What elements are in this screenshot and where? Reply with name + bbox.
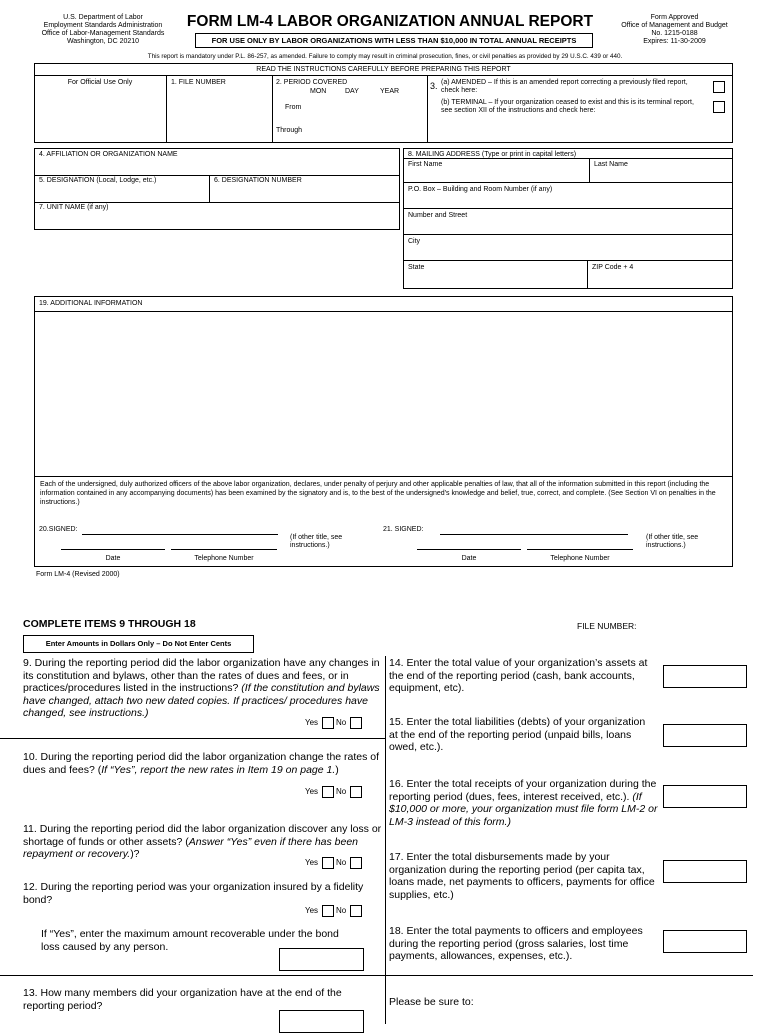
agency-line: Washington, DC 20210 <box>66 38 140 45</box>
po-box-label: P.O. Box – Building and Room Number (if any) <box>408 186 553 193</box>
q10-yes-label: Yes <box>305 787 319 796</box>
omb-line: Form Approved <box>650 14 699 21</box>
question-11-text: 11. During the reporting period did the labor organization discover any loss or shortage of funds or other assets? ( <box>23 823 382 848</box>
first-name-label: First Name <box>408 161 443 168</box>
question-17 <box>389 851 659 901</box>
form-revision: Form LM-4 (Revised 2000) <box>36 571 120 578</box>
date-label-20: Date <box>105 555 121 562</box>
date-line-20[interactable] <box>61 549 165 550</box>
question-14: 14. Enter the total value of your organization’s assets at the end of the reporting period (cash, bank accounts, equipment, etc). <box>389 657 648 694</box>
question-9-note: (If the constitution and bylaws have changed, attach two new dated copies. If practices/ procedures have changed, see instructions.) <box>23 682 380 719</box>
question-17-text: 17. Enter the total disbursements made by your organization during the reporting period ( <box>389 851 610 876</box>
question-18 <box>389 925 659 963</box>
question-10-end: ) <box>335 763 339 776</box>
period-mon: MON <box>310 88 327 95</box>
question-10-note: If “Yes”, report the new rates in Item 19 on page 1. <box>101 763 336 776</box>
mailing-address-label: 8. MAILING ADDRESS (Type or print in capital letters) <box>408 151 577 158</box>
question-11 <box>23 823 383 861</box>
omb-block <box>612 14 737 46</box>
signed-21-label: 21. SIGNED: <box>383 526 424 533</box>
q9-no-label: No <box>336 718 347 727</box>
question-9-text: 9. During the reporting period did the labor organization have any changes in its constitution and bylaws, other than the rates of dues and fees, or in practices/procedures listed in the instructions? <box>23 657 380 694</box>
q11-yes-checkbox[interactable] <box>322 857 334 869</box>
omb-line: Expires: 11-30-2009 <box>643 38 706 45</box>
question-16-note: (If $10,000 or more, your organization must file form LM-2 or LM-3 instead of this form.) <box>389 790 658 828</box>
q12-yes-label: Yes <box>305 906 319 915</box>
organization-box <box>34 148 400 230</box>
question-16 <box>389 778 659 828</box>
question-12: 12. During the reporting period was your organization insured by a fidelity bond? <box>23 881 364 906</box>
state-label: State <box>408 264 425 271</box>
question-12-sub: If “Yes”, enter the maximum amount recoverable under the bond loss caused by any person. <box>41 928 339 953</box>
question-18-note: gross salaries, lost time payments, allowances, expenses, etc. <box>389 937 629 962</box>
period-day: DAY <box>345 88 359 95</box>
q11-yes-label: Yes <box>305 858 319 867</box>
q9-yes-checkbox[interactable] <box>322 717 334 729</box>
q12-amount-field[interactable] <box>279 948 364 971</box>
question-9 <box>23 657 383 720</box>
agency-line: Office of Labor-Management Standards <box>41 30 165 37</box>
signature-line-21[interactable] <box>440 534 628 535</box>
item3-number: 3. <box>430 81 438 91</box>
page2-file-number: FILE NUMBER: <box>577 621 637 631</box>
other-title-20: (If other title, see instructions.) <box>290 534 343 549</box>
q17-disbursements-field[interactable] <box>663 860 747 883</box>
q12-yes-checkbox[interactable] <box>322 905 334 917</box>
designation-label: 5. DESIGNATION (Local, Lodge, etc.) <box>39 177 157 184</box>
q18-payments-field[interactable] <box>663 930 747 953</box>
question-17-end: ) <box>450 888 454 901</box>
city-label: City <box>408 238 421 245</box>
official-use-label: For Official Use Only <box>67 79 133 86</box>
q9-no-checkbox[interactable] <box>350 717 362 729</box>
q16-receipts-field[interactable] <box>663 785 747 808</box>
omb-line: No. 1215-0188 <box>651 30 698 37</box>
question-17-note: per capita tax, loans made, net payments to officers, payments for office supplies, etc. <box>389 863 655 901</box>
agency-block <box>28 14 178 46</box>
certification-text: Each of the undersigned, duly authorized officers of the above labor organization, declares, under penalty of perjury and other applicable penalties of law, that all of the information submitted in this report (including the information contained in any accompanying documents) has been examined by the signatory and is, to the best of the undersigned's knowledge and belief, true, correct, and complete. (See Section VI on penalties in the instructions.) <box>40 481 716 506</box>
signed-20-label: 20.SIGNED: <box>39 526 78 533</box>
zip-label: ZIP Code + 4 <box>592 264 634 271</box>
period-from: From <box>285 104 302 111</box>
amended-label: (a) AMENDED – If this is an amended report correcting a previously filed report, check here: <box>441 79 688 94</box>
q13-members-field[interactable] <box>279 1010 364 1033</box>
period-covered-label: 2. PERIOD COVERED <box>276 79 348 86</box>
agency-line: Employment Standards Administration <box>43 22 163 29</box>
instructions-banner: READ THE INSTRUCTIONS CAREFULLY BEFORE PREPARING THIS REPORT <box>256 66 511 73</box>
question-18-text: 18. Enter the total payments to officers and employees during the reporting period ( <box>389 925 643 950</box>
please-be-sure: Please be sure to: <box>389 996 474 1008</box>
question-10 <box>23 751 383 776</box>
q11-no-checkbox[interactable] <box>350 857 362 869</box>
terminal-label: (b) TERMINAL – If your organization ceased to exist and this is its terminal report, see section XII of the instructions and check here: <box>441 99 694 114</box>
column-divider <box>385 656 386 1024</box>
phone-line-20[interactable] <box>171 549 277 550</box>
period-year: YEAR <box>380 88 400 95</box>
last-name-label: Last Name <box>594 161 628 168</box>
omb-line: Office of Management and Budget <box>621 22 728 29</box>
signature-line-20[interactable] <box>82 534 278 535</box>
q10-yes-checkbox[interactable] <box>322 786 334 798</box>
question-11-note: Answer “Yes” even if there has been repayment or recovery. <box>23 835 359 860</box>
mandatory-notice: This report is mandatory under P.L. 86-257, as amended. Failure to comply may result in criminal prosecution, fines, or civil penalties as provided by 29 U.S.C. 439 or 440. <box>147 53 623 60</box>
file-number-label: 1. FILE NUMBER <box>171 79 226 86</box>
q10-no-label: No <box>336 787 347 796</box>
phone-line-21[interactable] <box>527 549 633 550</box>
form-subtitle: FOR USE ONLY BY LABOR ORGANIZATIONS WITH LESS THAN $10,000 IN TOTAL ANNUAL RECEIPTS <box>195 33 593 48</box>
street-label: Number and Street <box>408 212 468 219</box>
designation-number-label: 6. DESIGNATION NUMBER <box>214 177 302 184</box>
q11-no-label: No <box>336 858 347 867</box>
additional-info-field[interactable] <box>38 316 728 471</box>
date-line-21[interactable] <box>417 549 521 550</box>
q12-no-checkbox[interactable] <box>350 905 362 917</box>
telephone-label-21: Telephone Number <box>550 555 610 562</box>
q15-liabilities-field[interactable] <box>663 724 747 747</box>
question-18-end: ). <box>565 950 573 962</box>
q14-assets-field[interactable] <box>663 665 747 688</box>
amounts-note: Enter Amounts in Dollars Only – Do Not Enter Cents <box>23 635 254 653</box>
other-title-21: (If other title, see instructions.) <box>646 534 699 549</box>
question-15: 15. Enter the total liabilities (debts) of your organization at the end of the reporting period (unpaid bills, loans owed, etc.). <box>389 716 646 753</box>
additional-info-label: 19. ADDITIONAL INFORMATION <box>39 300 143 307</box>
affiliation-label: 4. AFFILIATION OR ORGANIZATION NAME <box>39 151 178 158</box>
page2-heading: COMPLETE ITEMS 9 THROUGH 18 <box>23 618 196 630</box>
question-16-text: 16. Enter the total receipts of your organization during the reporting period (dues, fees, interest received, etc.). <box>389 778 657 803</box>
agency-line: U.S. Department of Labor <box>63 14 143 21</box>
telephone-label-20: Telephone Number <box>194 555 254 562</box>
q12-no-label: No <box>336 906 347 915</box>
question-13: 13. How many members did your organization have at the end of the reporting period? <box>23 987 342 1012</box>
unit-name-label: 7. UNIT NAME (if any) <box>39 204 109 211</box>
period-through: Through <box>276 127 303 134</box>
date-label-21: Date <box>461 555 477 562</box>
terminal-checkbox[interactable] <box>713 101 725 113</box>
form-title: FORM LM-4 LABOR ORGANIZATION ANNUAL REPORT <box>186 13 594 30</box>
q10-no-checkbox[interactable] <box>350 786 362 798</box>
q9-yes-label: Yes <box>305 718 319 727</box>
question-10-text: 10. During the reporting period did the labor organization change the rates of dues and fees? ( <box>23 751 380 776</box>
question-11-end: )? <box>130 848 140 860</box>
amended-checkbox[interactable] <box>713 81 725 93</box>
